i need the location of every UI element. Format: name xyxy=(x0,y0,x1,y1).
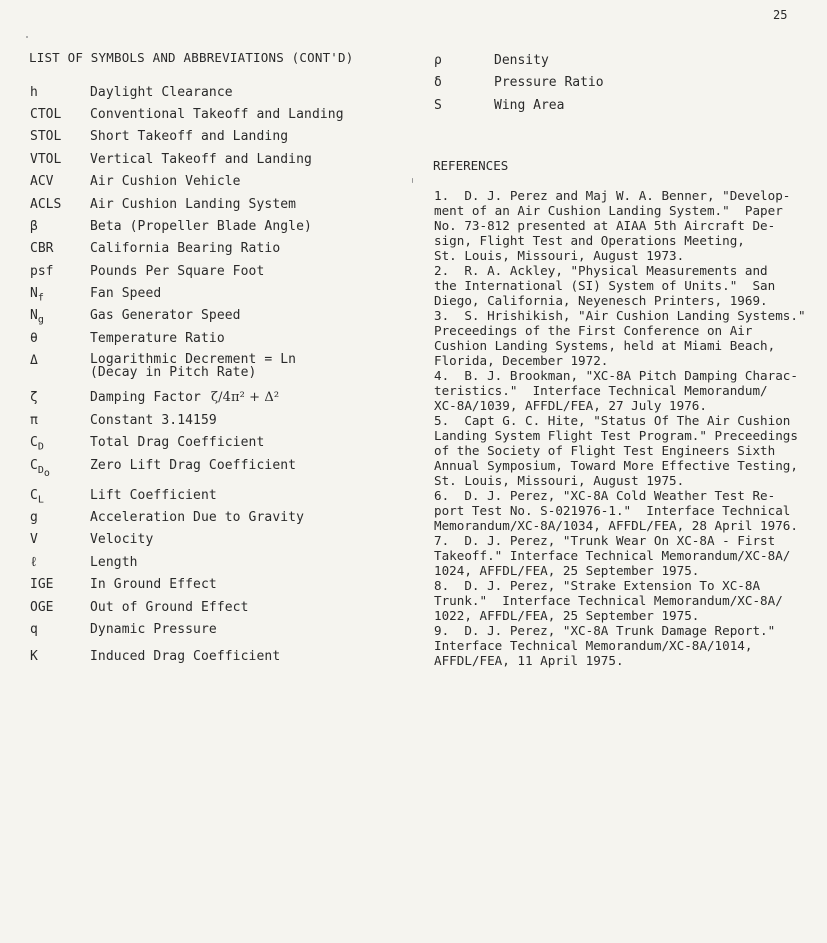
symbol: θ xyxy=(30,331,38,346)
reference-entry: 4. B. J. Brookman, "XC-8A Pitch Damping Charac- teristics." Interface Technical Memorandum/ XC-8A/1039, AFFDL/FEA, 27 July 1976. xyxy=(434,368,798,413)
symbol: STOL xyxy=(30,129,62,144)
symbol: $C_{D_o}$ xyxy=(30,458,50,479)
symbol: $C_L$ xyxy=(30,488,44,506)
symbol-definition: California Bearing Ratio xyxy=(90,241,281,256)
damping-formula: ζ/4π² + Δ² xyxy=(210,390,280,405)
symbol-definition: Zero Lift Drag Coefficient xyxy=(90,458,297,473)
symbol: g xyxy=(30,510,38,525)
symbol-definition: Pressure Ratio xyxy=(494,75,604,90)
symbol-definition: Length xyxy=(90,555,138,570)
symbol: q xyxy=(30,622,38,637)
symbol: ρ xyxy=(434,53,442,68)
references-heading: REFERENCES xyxy=(433,158,509,173)
symbol: π xyxy=(30,413,38,428)
symbol-definition: Damping Factor ζ/4π² + Δ² xyxy=(90,390,280,405)
reference-entry: 5. Capt G. C. Hite, "Status Of The Air Cushion Landing System Flight Test Program." Preceedings of the Society of Flight Test Engineers Sixth Annual Symposium, Toward More Effective Testing, St. Louis, Missouri, August 1975. xyxy=(434,413,798,488)
symbol-definition: Pounds Per Square Foot xyxy=(90,264,265,279)
symbol: ACLS xyxy=(30,197,62,212)
reference-entry: 9. D. J. Perez, "XC-8A Trunk Damage Report." Interface Technical Memorandum/XC-8A/1014, AFFDL/FEA, 11 April 1975. xyxy=(434,623,776,668)
reference-entry: 2. R. A. Ackley, "Physical Measurements and the International (SI) System of Units." San Diego, California, Neyenesch Printers, 1969. xyxy=(434,263,776,308)
symbol: psf xyxy=(30,264,54,279)
symbol: $N_g$ xyxy=(30,308,44,326)
symbol-definition: Gas Generator Speed xyxy=(90,308,241,323)
reference-entry: 1. D. J. Perez and Maj W. A. Benner, "Develop- ment of an Air Cushion Landing System." Paper No. 73-812 presented at AIAA 5th Aircraft De- sign, Flight Test and Operations Meeting, St. Louis, Missouri, August 1973. xyxy=(434,188,791,263)
symbol-definition: Velocity xyxy=(90,532,154,547)
symbol-definition: Beta (Propeller Blade Angle) xyxy=(90,219,312,234)
symbol: β xyxy=(30,219,38,234)
reference-entry: 8. D. J. Perez, "Strake Extension To XC-8A Trunk." Interface Technical Memorandum/XC-8A/ 1022, AFFDL/FEA, 25 September 1975. xyxy=(434,578,783,623)
symbol-definition: Air Cushion Landing System xyxy=(90,197,297,212)
symbol-definition: Temperature Ratio xyxy=(90,331,225,346)
symbol-definition: Logarithmic Decrement = Ln (Decay in Pitch Rate) xyxy=(90,352,297,380)
symbol-definition: Out of Ground Effect xyxy=(90,600,249,615)
symbol-definition: Density xyxy=(494,53,549,68)
symbol-definition: Wing Area xyxy=(494,98,565,113)
symbol-definition: Air Cushion Vehicle xyxy=(90,174,241,189)
symbol: $C_D$ xyxy=(30,435,44,453)
symbol-definition: Total Drag Coefficient xyxy=(90,435,265,450)
symbol: ACV xyxy=(30,174,54,189)
symbol-definition: Constant 3.14159 xyxy=(90,413,217,428)
symbol: ℓ xyxy=(30,555,38,570)
reference-entry: 3. S. Hrishikish, "Air Cushion Landing Systems." Preceedings of the First Conference on Air Cushion Landing Systems, held at Miami Beach, Florida, December 1972. xyxy=(434,308,806,368)
symbol: δ xyxy=(434,75,442,90)
symbol: VTOL xyxy=(30,152,62,167)
symbol-definition: Lift Coefficient xyxy=(90,488,217,503)
symbol-definition: Dynamic Pressure xyxy=(90,622,217,637)
symbol-definition: In Ground Effect xyxy=(90,577,217,592)
list-heading: LIST OF SYMBOLS AND ABBREVIATIONS (CONT'D) xyxy=(29,50,354,65)
references-list xyxy=(434,188,809,668)
symbol-definition: Daylight Clearance xyxy=(90,85,233,100)
reference-entry: 6. D. J. Perez, "XC-8A Cold Weather Test Re- port Test No. S-021976-1." Interface Technical Memorandum/XC-8A/1034, AFFDL/FEA, 28 April 1976. xyxy=(434,488,798,533)
symbol: CBR xyxy=(30,241,54,256)
paper-speck xyxy=(26,36,28,38)
symbol-definition: Conventional Takeoff and Landing xyxy=(90,107,344,122)
symbol: CTOL xyxy=(30,107,62,122)
symbol-definition: Acceleration Due to Gravity xyxy=(90,510,305,525)
symbol: IGE xyxy=(30,577,54,592)
symbol: S xyxy=(434,98,442,113)
symbol: ζ xyxy=(30,390,38,405)
symbol-definition: Fan Speed xyxy=(90,286,162,301)
symbol-definition: Induced Drag Coefficient xyxy=(90,649,281,664)
symbol: $N_f$ xyxy=(30,286,44,304)
symbol-definition: Vertical Takeoff and Landing xyxy=(90,152,312,167)
symbol: V xyxy=(30,532,38,547)
symbol: h xyxy=(30,85,38,100)
symbol: K xyxy=(30,649,38,664)
symbol: Δ xyxy=(30,353,38,368)
symbol: OGE xyxy=(30,600,54,615)
paper-speck xyxy=(412,178,413,183)
symbol-definition: Short Takeoff and Landing xyxy=(90,129,289,144)
reference-entry: 7. D. J. Perez, "Trunk Wear On XC-8A - First Takeoff." Interface Technical Memorandum/XC-8A/ 1024, AFFDL/FEA, 25 September 1975. xyxy=(434,533,791,578)
page-number: 25 xyxy=(773,8,788,22)
